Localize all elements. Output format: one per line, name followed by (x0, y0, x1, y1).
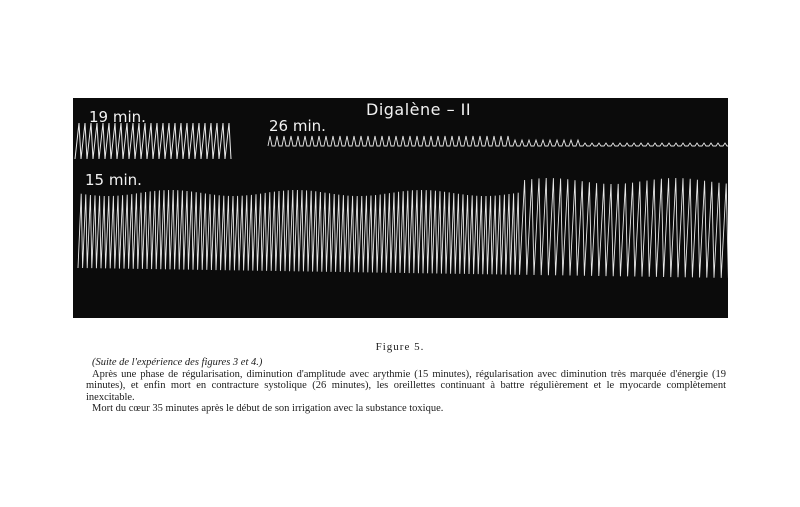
caption-paragraph-1: Après une phase de régularisation, diminution d'amplitude avec arythmie (15 minutes), régularisation avec diminution très marquée d'énergie (19 minutes), et enfin mort en contracture systolique (26 minutes), les oreillettes continuant à battre régulièrement et le myocarde complètement inexcitable. (86, 368, 726, 403)
trace-19-min (75, 123, 231, 159)
trace-label-26-min: 26 min. (269, 117, 326, 135)
caption-paragraph-2: Mort du cœur 35 minutes après le début de son irrigation avec la substance toxique. (92, 403, 444, 414)
kymograph-plate (73, 98, 728, 318)
trace-label-19-min: 19 min. (89, 108, 146, 126)
trace-label-15-min: 15 min. (85, 171, 142, 189)
trace-26-min (268, 136, 728, 146)
figure-title: Figure 5. (375, 341, 425, 353)
trace-15-min (78, 178, 728, 278)
figure-caption (86, 357, 726, 415)
plate-title: Digalène – II (366, 100, 472, 119)
kymograph-traces (73, 98, 728, 318)
caption-subtitle: (Suite de l'expérience des figures 3 et 4.) (92, 357, 263, 368)
